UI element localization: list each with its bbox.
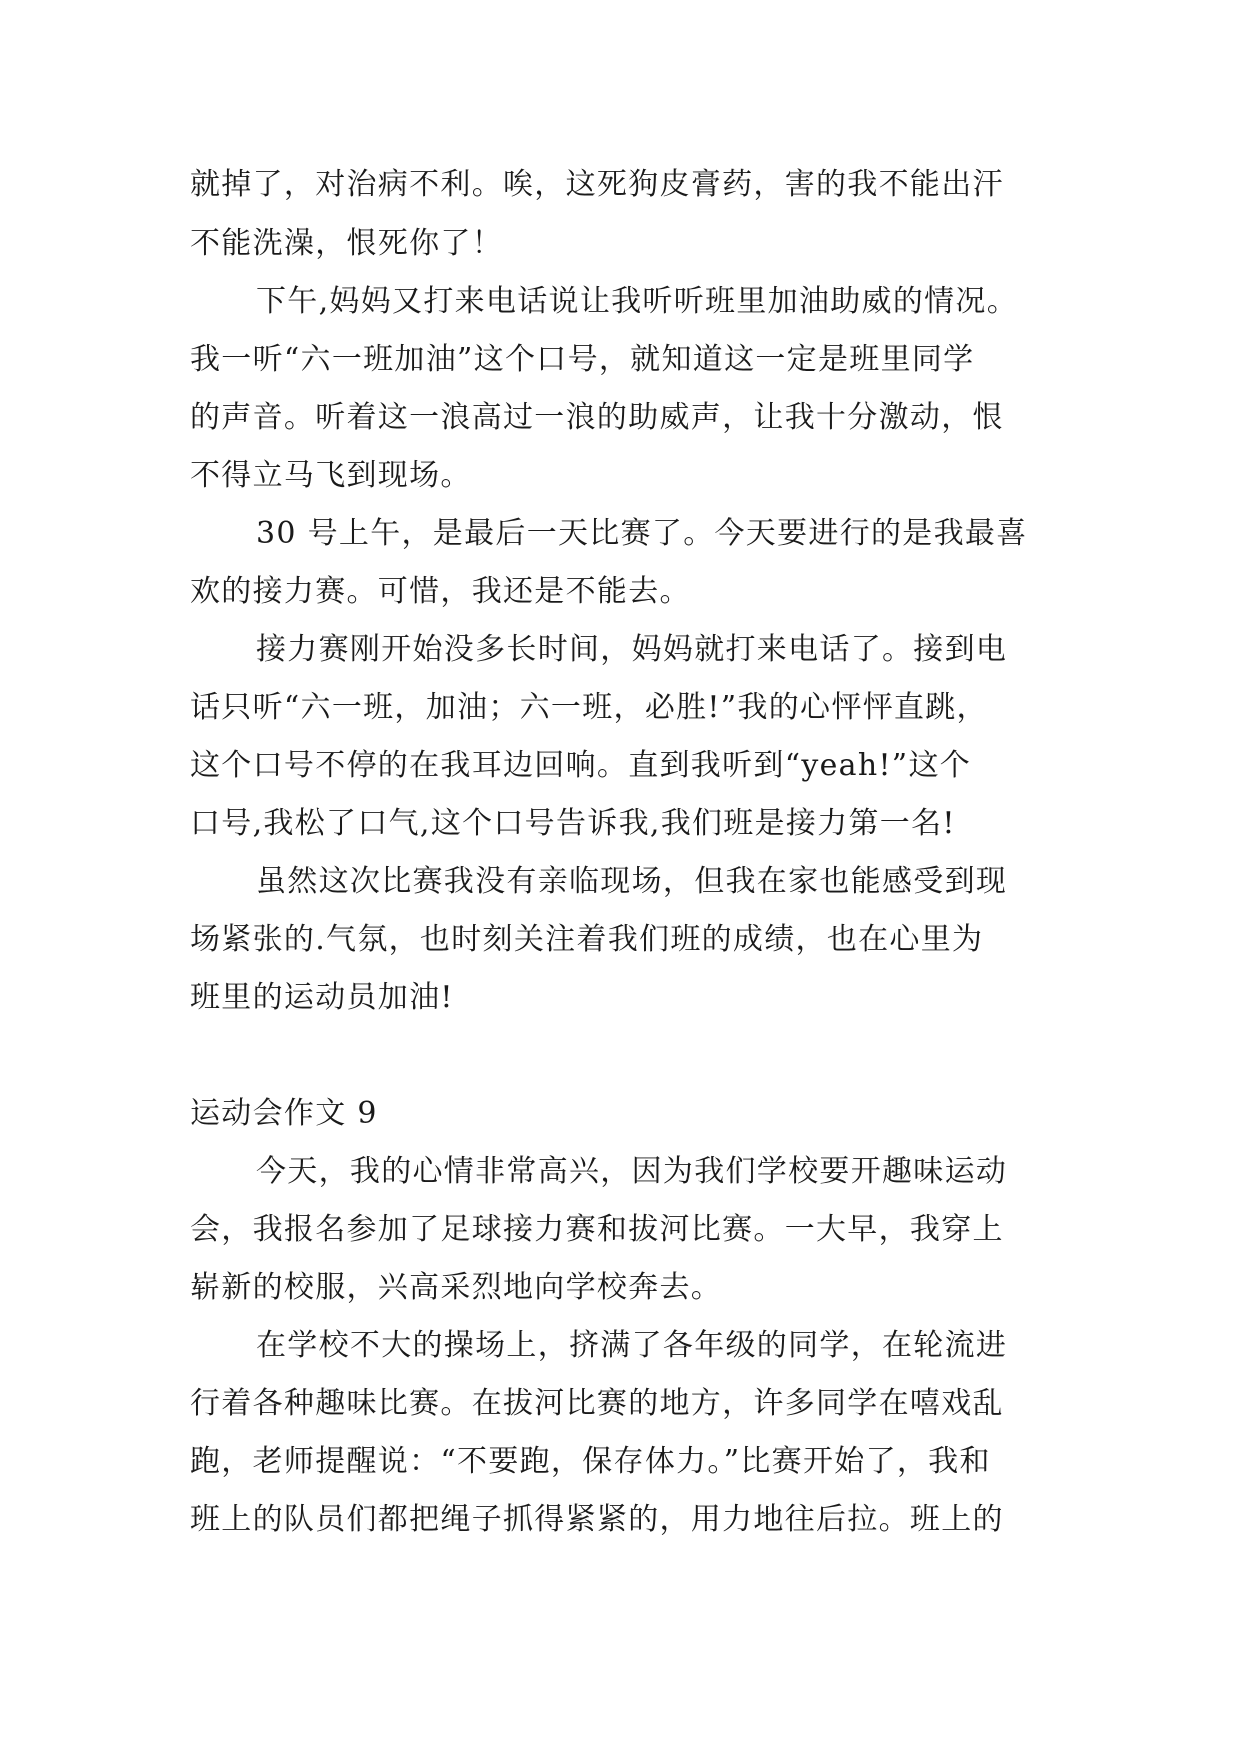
text-line: 不能洗澡，恨死你了！ <box>190 226 503 261</box>
section-title: 运动会作文 9 <box>190 1096 378 1131</box>
paragraph-start-line: 虽然这次比赛我没有亲临现场，但我在家也能感受到现 <box>256 864 1008 899</box>
paragraph-start-line: 今天，我的心情非常高兴，因为我们学校要开趣味运动 <box>256 1154 1008 1189</box>
text-line: 班里的运动员加油! <box>190 980 454 1015</box>
text-line: 会，我报名参加了足球接力赛和拔河比赛。一大早，我穿上 <box>190 1212 1004 1247</box>
text-line: 跑，老师提醒说：“不要跑，保存体力。”比赛开始了，我和 <box>190 1444 991 1479</box>
paragraph-start-line: 下午,妈妈又打来电话说让我听听班里加油助威的情况。 <box>256 284 1019 319</box>
text-line: 就掉了，对治病不利。唉，这死狗皮膏药，害的我不能出汗 <box>190 167 1004 202</box>
text-line: 口号,我松了口气,这个口号告诉我,我们班是接力第一名! <box>190 806 956 841</box>
text-line: 话只听“六一班，加油；六一班，必胜!”我的心怦怦直跳， <box>190 690 988 725</box>
paragraph-start-line: 接力赛刚开始没多长时间，妈妈就打来电话了。接到电 <box>256 632 1008 667</box>
text-line: 行着各种趣味比赛。在拔河比赛的地方，许多同学在嘻戏乱 <box>190 1386 1004 1421</box>
paragraph-start-line: 30 号上午，是最后一天比赛了。今天要进行的是我最喜 <box>256 516 1028 551</box>
text-line: 这个口号不停的在我耳边回响。直到我听到“yeah!”这个 <box>190 748 972 783</box>
text-line: 场紧张的.气氛，也时刻关注着我们班的成绩，也在心里为 <box>190 922 984 957</box>
text-line: 欢的接力赛。可惜，我还是不能去。 <box>190 574 691 609</box>
text-line: 不得立马飞到现场。 <box>190 458 472 493</box>
text-line: 我一听“六一班加油”这个口号，就知道这一定是班里同学 <box>190 342 975 377</box>
paragraph-start-line: 在学校不大的操场上，挤满了各年级的同学，在轮流进 <box>256 1328 1008 1363</box>
text-line: 崭新的校服，兴高采烈地向学校奔去。 <box>190 1270 723 1305</box>
text-line: 班上的队员们都把绳子抓得紧紧的，用力地往后拉。班上的 <box>190 1502 1004 1537</box>
text-line: 的声音。听着这一浪高过一浪的助威声，让我十分激动，恨 <box>190 400 1004 435</box>
